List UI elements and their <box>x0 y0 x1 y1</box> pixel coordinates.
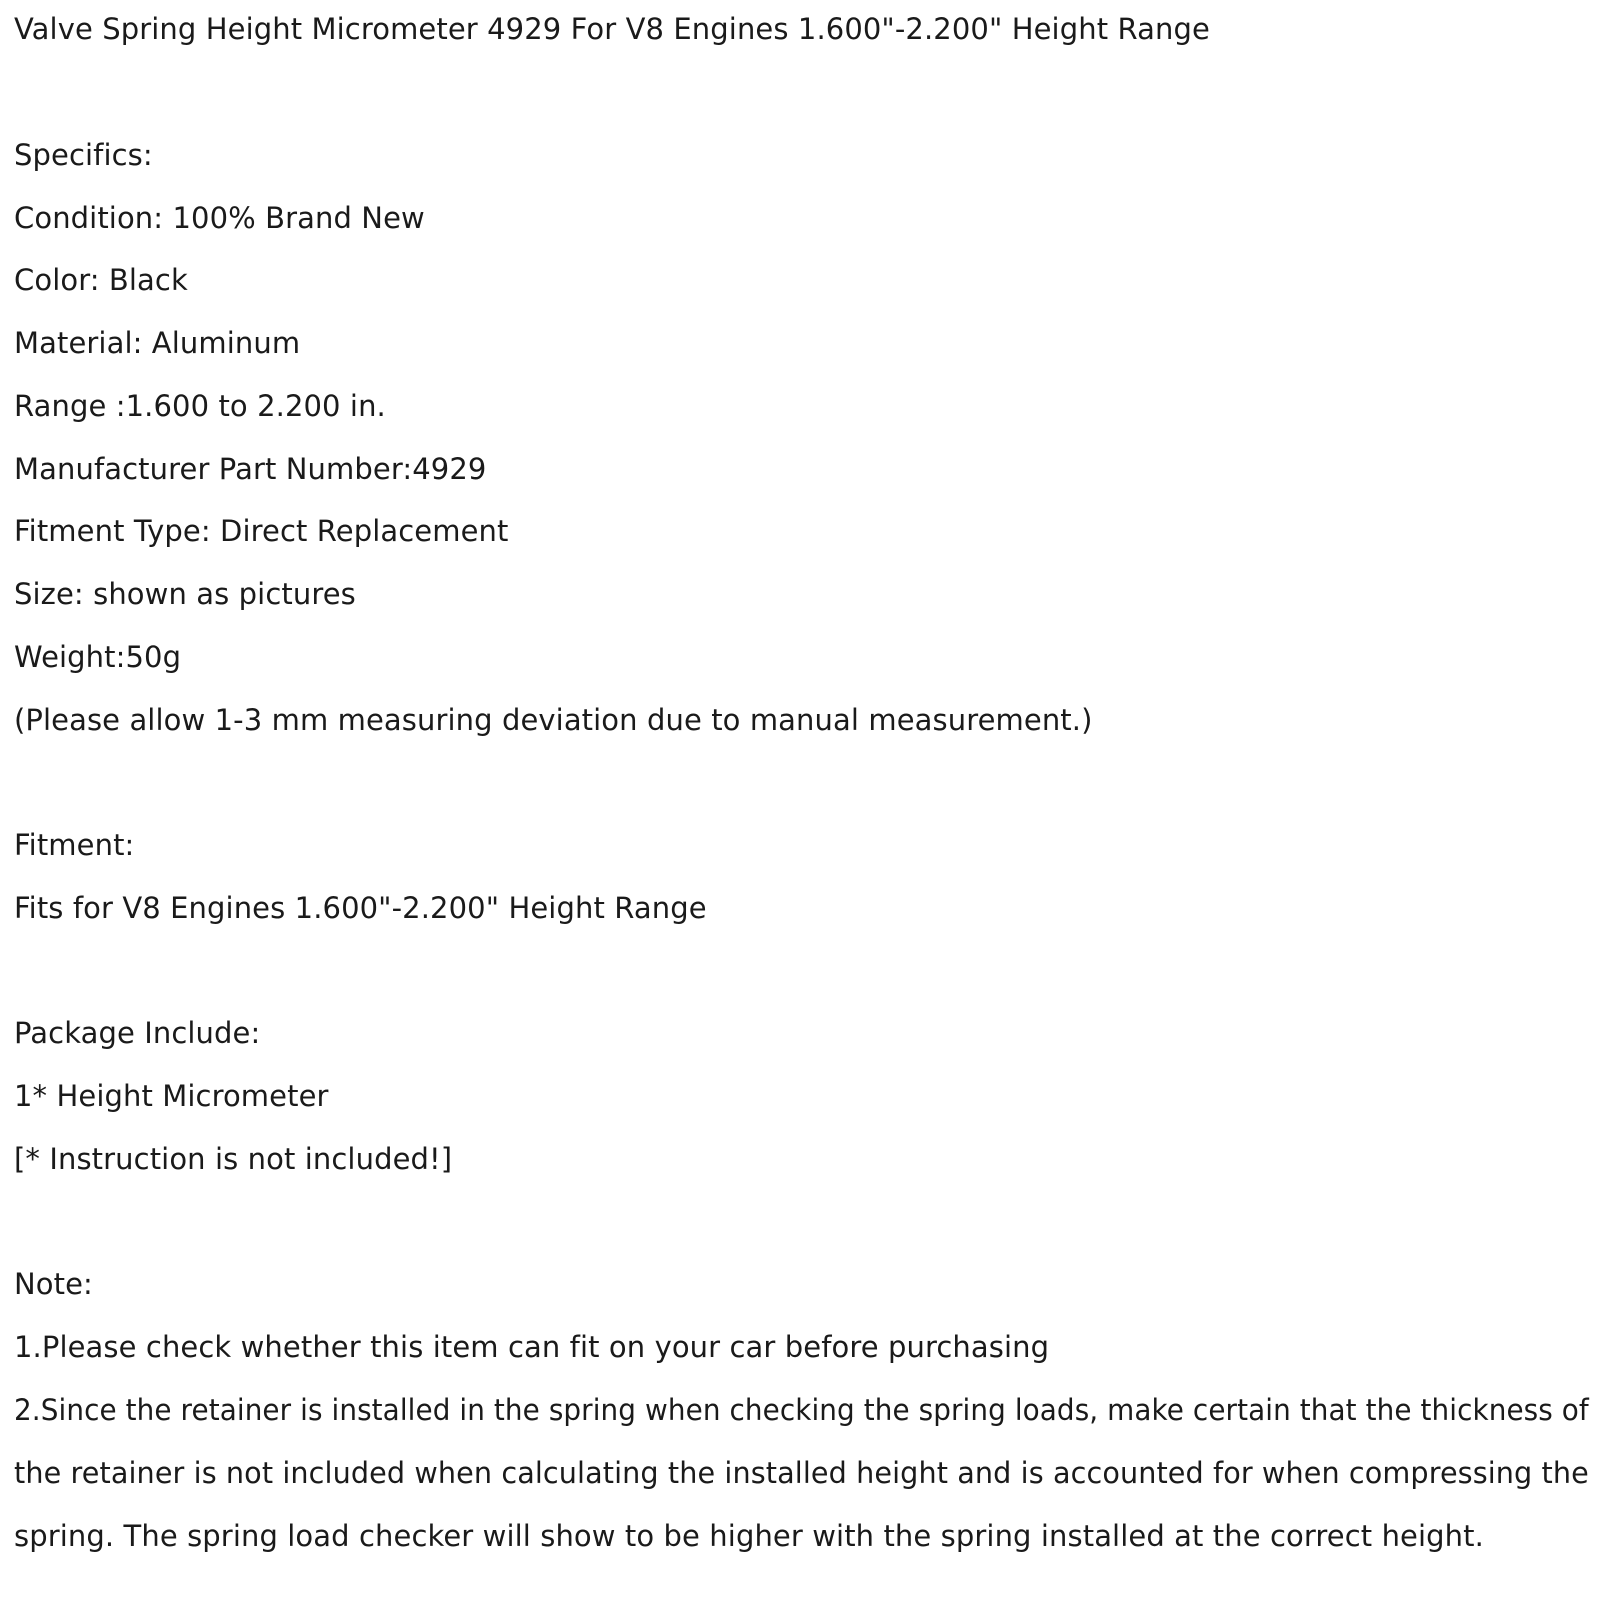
fitment-heading: Fitment: <box>14 828 135 862</box>
package-instruction-note: [* Instruction is not included!] <box>14 1142 453 1176</box>
spec-color: Color: Black <box>14 263 188 297</box>
product-title: Valve Spring Height Micrometer 4929 For V8 Engines 1.600"-2.200" Height Range <box>14 12 1210 46</box>
fitment-text: Fits for V8 Engines 1.600"-2.200" Height Range <box>14 891 707 925</box>
specifics-heading: Specifics: <box>14 138 153 172</box>
spec-part-number: Manufacturer Part Number:4929 <box>14 452 487 486</box>
spec-range: Range :1.600 to 2.200 in. <box>14 389 386 423</box>
spec-material: Material: Aluminum <box>14 326 301 360</box>
spec-weight: Weight:50g <box>14 640 182 674</box>
spec-deviation-note: (Please allow 1-3 mm measuring deviation due to manual measurement.) <box>14 703 1093 737</box>
note-item-2-line-3: spring. The spring load checker will show to be higher with the spring installed at the correct height. <box>14 1519 1484 1553</box>
note-item-1: 1.Please check whether this item can fit on your car before purchasing <box>14 1330 1050 1364</box>
note-item-2-line-2: the retainer is not included when calculating the installed height and is accounted for when compressing the <box>14 1456 1589 1490</box>
note-heading: Note: <box>14 1267 93 1301</box>
spec-size: Size: shown as pictures <box>14 577 356 611</box>
note-item-2-line-1: 2.Since the retainer is installed in the spring when checking the spring loads, make certain that the thickness of <box>14 1393 1589 1427</box>
spec-fitment-type: Fitment Type: Direct Replacement <box>14 514 509 548</box>
spec-condition: Condition: 100% Brand New <box>14 201 425 235</box>
package-heading: Package Include: <box>14 1016 261 1050</box>
package-item: 1* Height Micrometer <box>14 1079 329 1113</box>
